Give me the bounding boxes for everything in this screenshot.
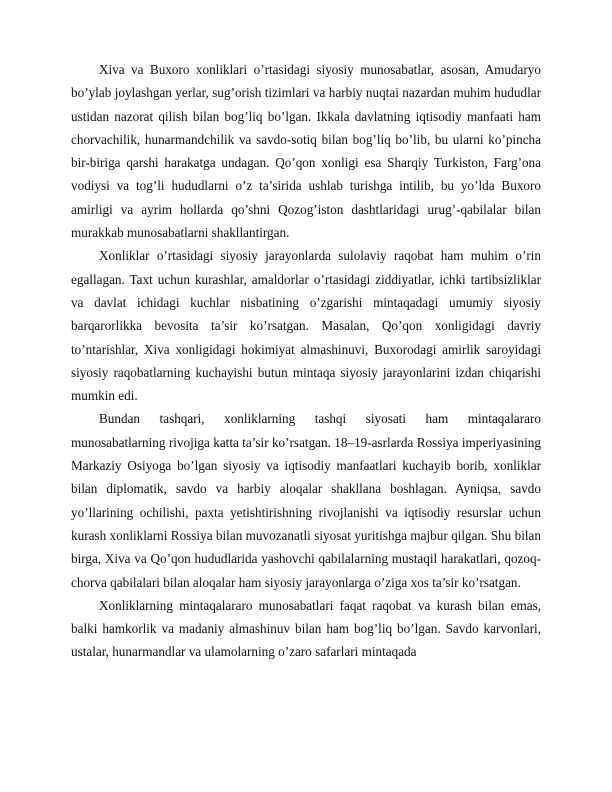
document-body <box>71 58 541 664</box>
paragraph-4: Xonliklarning mintaqalararo munosabatlari faqat raqobat va kurash bilan emas, balki hamkorlik va madaniy almashinuv bilan ham bog’liq bo’lgan. Savdo karvonlari, ustalar, hunarmandlar va ulamolarning o’zaro safarlari mintaqada <box>71 597 541 660</box>
paragraph-1: Xiva va Buxoro xonliklari o’rtasidagi siyosiy munosabatlar, asosan, Amudaryo bo’ylab joylashgan yerlar, sug’orish tizimlari va harbiy nuqtai nazardan muhim hududlar ustidan nazorat qilish bilan bog’liq bo’lgan. Ikkala davlatning iqtisodiy manfaati ham chorvachilik, hunarmandchilik va savdo-sotiq bilan bog’liq bo’lib, bu ularni ko’pincha bir-biriga qarshi harakatga undagan. Qo’qon xonligi esa Sharqiy Turkiston, Farg’ona vodiysi va tog’li hududlarni o’z ta’sirida ushlab turishga intilib, bu yo’lda Buxoro amirligi va ayrim hollarda qo’shni Qozog’iston dashtlaridagi urug’-qabilalar bilan murakkab munosabatlarni shakllantirgan. <box>71 62 541 241</box>
paragraph-2: Xonliklar o’rtasidagi siyosiy jarayonlarda sulolaviy raqobat ham muhim o’rin egallagan. Taxt uchun kurashlar, amaldorlar o’rtasidagi ziddiyatlar, ichki tartibsizliklar va davlat ichidagi kuchlar nisbatining o’zgarishi mintaqadagi umumiy siyosiy barqarorlikka bevosita ta’sir ko’rsatgan. Masalan, Qo’qon xonligidagi davriy to’ntarishlar, Xiva xonligidagi hokimiyat almashinuvi, Buxorodagi amirlik saroyidagi siyosiy raqobatlarning kuchayishi butun mintaqa siyosiy jarayonlarini izdan chiqarishi mumkin edi. <box>71 248 541 404</box>
paragraph-3: Bundan tashqari, xonliklarning tashqi siyosati ham mintaqalararo munosabatlarning rivojiga katta ta’sir ko’rsatgan. 18–19-asrlarda Rossiya imperiyasining Markaziy Osiyoga bo’lgan siyosiy va iqtisodiy manfaatlari kuchayib borib, xonliklar bilan diplomatik, savdo va harbiy aloqalar shakllana boshlagan. Ayniqsa, savdo yo’llarining ochilishi, paxta yetishtirishning rivojlanishi va iqtisodiy resurslar uchun kurash xonliklarni Rossiya bilan muvozanatli siyosat yuritishga majbur qilgan. Shu bilan birga, Xiva va Qo’qon hududlarida yashovchi qabilalarning mustaqil harakatlari, qozoq-chorva qabilalari bilan aloqalar ham siyosiy jarayonlarga o’ziga xos ta’sir ko’rsatgan. <box>71 411 541 590</box>
